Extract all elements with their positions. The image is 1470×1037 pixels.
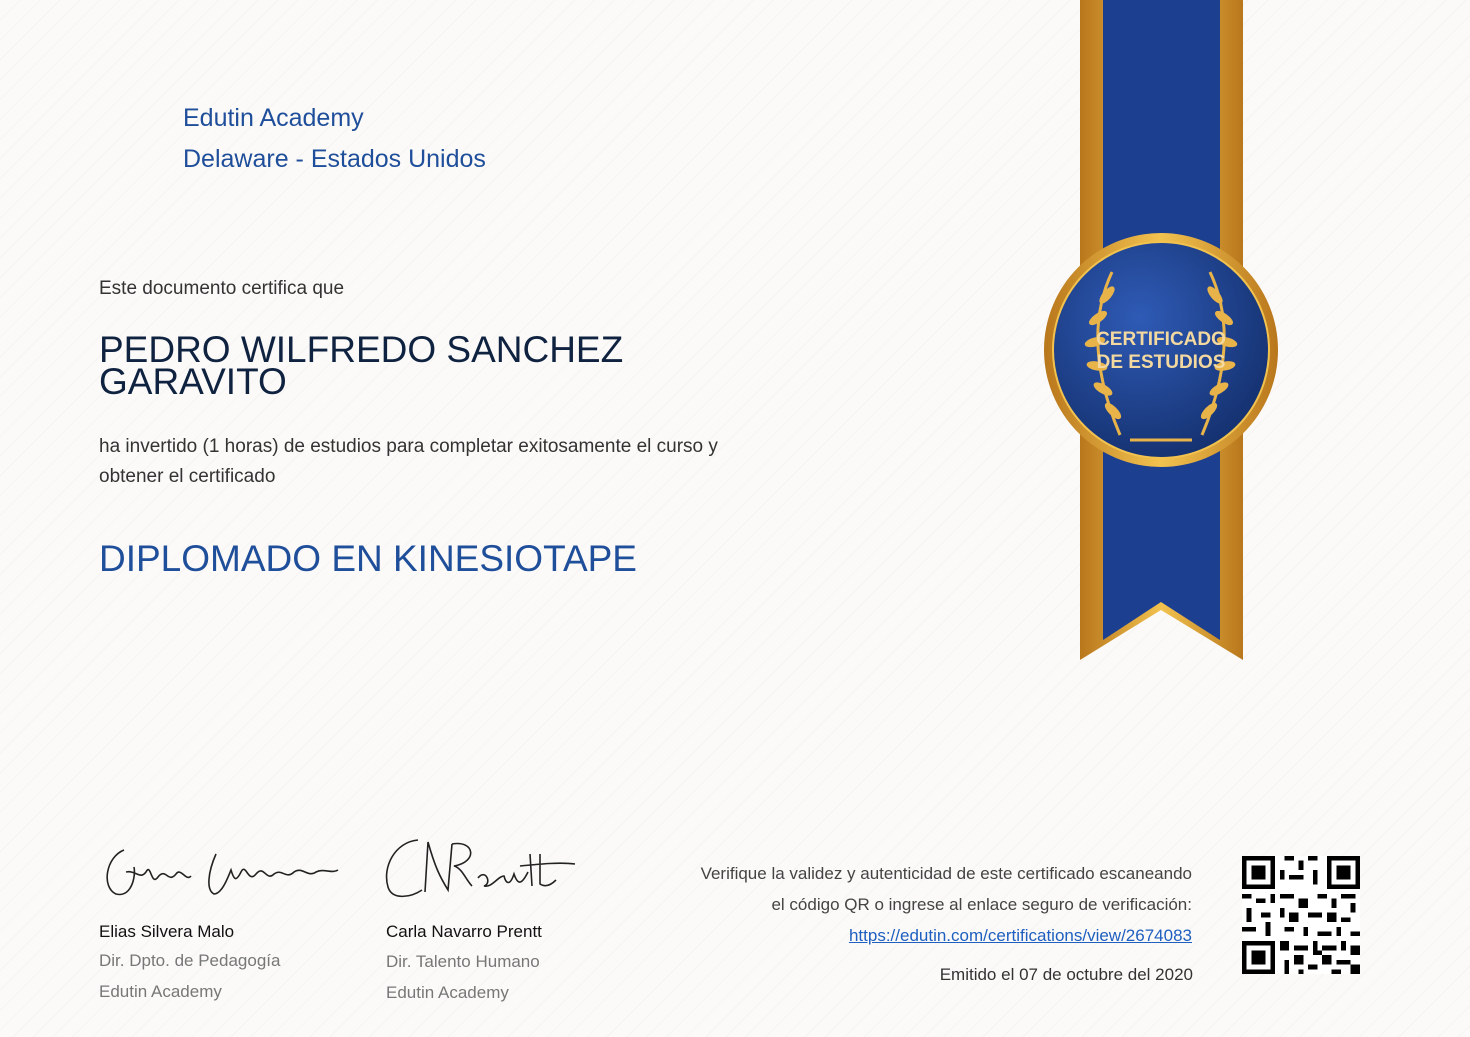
- signature-image-1: [96, 832, 346, 907]
- body-line-1: ha invertido (1 horas) de estudios para completar exitosamente el curso y: [99, 436, 718, 457]
- verification-line-2: el código QR o ingrese al enlace seguro de verificación:: [771, 895, 1192, 914]
- seal-badge: [1044, 233, 1278, 467]
- recipient-name: PEDRO WILFREDO SANCHEZ GARAVITO: [99, 329, 624, 402]
- verification-line-1: Verifique la validez y autenticidad de este certificado escaneando: [700, 864, 1192, 883]
- verification-block: [572, 858, 1192, 951]
- issuer-location: Delaware - Estados Unidos: [183, 145, 486, 173]
- body-line-2: obtener el certificado: [99, 466, 276, 487]
- signature-image-2: [380, 832, 580, 907]
- signatory-org-1: Edutin Academy: [99, 982, 222, 1001]
- ribbon-seal: [1040, 0, 1290, 670]
- certificate-body: [99, 432, 819, 492]
- course-title: DIPLOMADO EN KINESIOTAPE: [99, 538, 637, 579]
- signatory-name-2: Carla Navarro Prentt: [386, 922, 542, 941]
- verification-link[interactable]: https://edutin.com/certifications/view/2674083: [848, 926, 1192, 945]
- issued-date: Emitido el 07 de octubre del 2020: [939, 965, 1193, 984]
- signatory-role-1: Dir. Dpto. de Pedagogía: [99, 951, 281, 970]
- qr-code-icon[interactable]: [1242, 856, 1360, 974]
- signatory-name-1: Elias Silvera Malo: [99, 922, 235, 941]
- seal-line-1: CERTIFICADO: [1096, 329, 1226, 350]
- issuer-name: Edutin Academy: [183, 104, 364, 132]
- certifies-intro: Este documento certifica que: [99, 278, 345, 299]
- seal-line-2: DE ESTUDIOS: [1096, 352, 1226, 373]
- signatory-role-2: Dir. Talento Humano: [386, 952, 540, 971]
- signatory-org-2: Edutin Academy: [386, 983, 509, 1002]
